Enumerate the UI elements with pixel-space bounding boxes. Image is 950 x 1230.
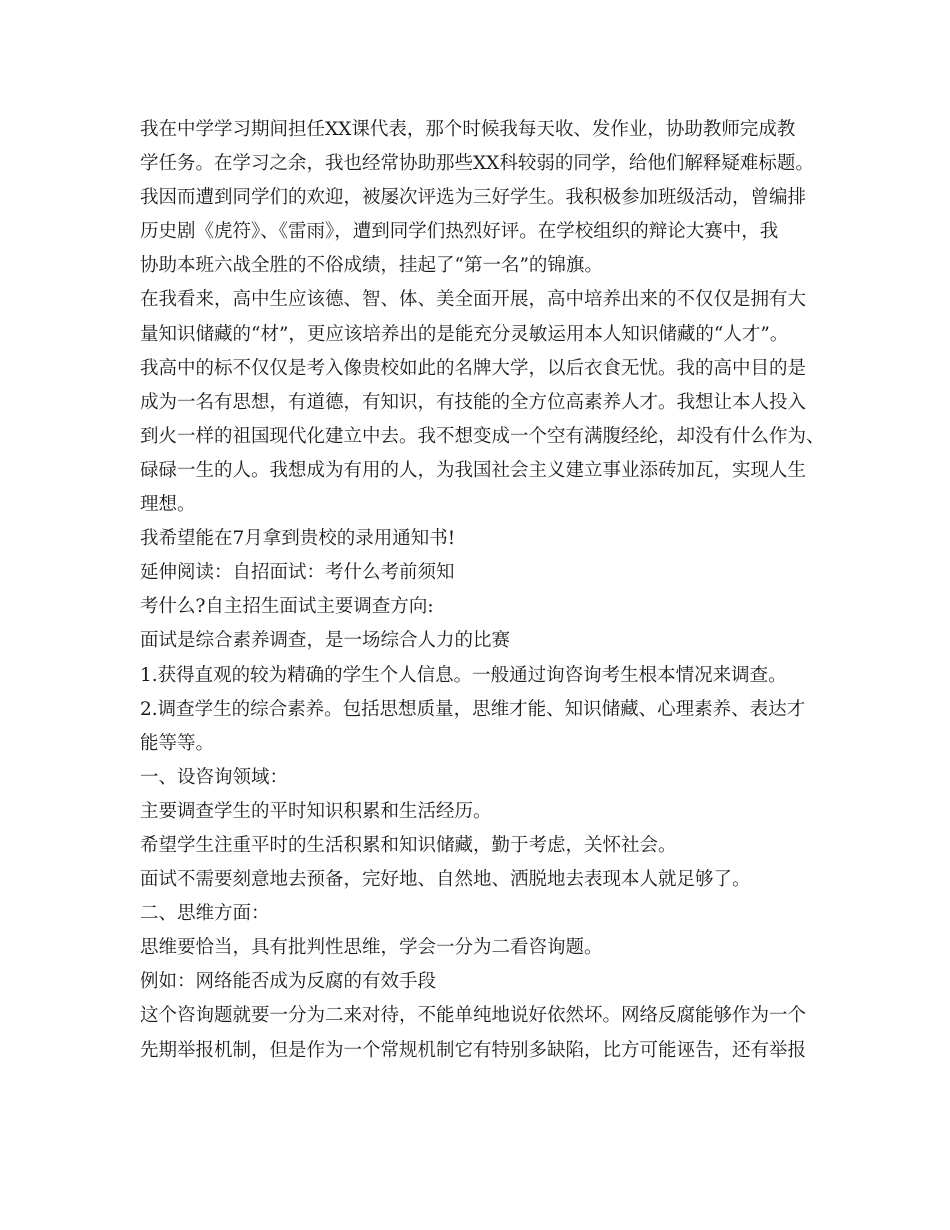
text-line: 先期举报机制，但是作为一个常规机制它有特别多缺陷，比方可能诬告，还有举报: [140, 1039, 807, 1061]
text-line: 1.获得直观的较为精确的学生个人信息。一般通过询咨询考生根本情况来调查。: [140, 664, 787, 686]
text-line: 碌碌一生的人。我想成为有用的人，为我国社会主义建立事业添砖加瓦，实现人生: [140, 459, 807, 481]
text-line: 二、思维方面：: [140, 903, 270, 925]
text-line: 成为一名有思想，有道德，有知识，有技能的全方位高素养人才。我想让本人投入: [140, 391, 807, 413]
text-line: 延伸阅读：自招面试：考什么考前须知: [140, 562, 455, 584]
text-line: 一、设咨询领域：: [140, 766, 289, 788]
text-line: 量知识储藏的“材”，更应该培养出的是能充分灵敏运用本人知识储藏的“人才”。: [140, 323, 789, 345]
text-line: 历史剧《虎符》、《雷雨》，遭到同学们热烈好评。在学校组织的辩论大赛中，我: [140, 221, 779, 243]
text-line: 我因而遭到同学们的欢迎，被屡次评选为三好学生。我积极参加班级活动，曾编排: [140, 187, 807, 209]
document-body: [140, 113, 830, 1068]
text-line: 思维要恰当，具有批判性思维，学会一分为二看咨询题。: [140, 937, 603, 959]
text-line: 协助本班六战全胜的不俗成绩，挂起了“第一名”的锦旗。: [140, 255, 603, 277]
text-line: 面试不需要刻意地去预备，完好地、自然地、洒脱地去表现本人就足够了。: [140, 869, 751, 891]
text-line: 到火一样的祖国现代化建立中去。我不想变成一个空有满腹经纶，却没有什么作为、: [140, 425, 825, 447]
text-line: 学任务。在学习之余，我也经常协助那些XX科较弱的同学，给他们解释疑难标题。: [140, 153, 814, 175]
text-line: 我希望能在7月拿到贵校的录用通知书!: [140, 528, 456, 550]
text-line: 2.调查学生的综合素养。包括思想质量，思维才能、知识储藏、心理素养、表达才: [140, 698, 806, 720]
text-line: 我高中的标不仅仅是考入像贵校如此的名牌大学，以后衣食无忧。我的高中目的是: [140, 357, 807, 379]
text-line: 考什么?自主招生面试主要调查方向:: [140, 596, 434, 618]
text-line: 希望学生注重平时的生活积累和知识储藏，勤于考虑，关怀社会。: [140, 834, 677, 856]
text-line: 这个咨询题就要一分为二来对待，不能单纯地说好依然坏。网络反腐能够作为一个: [140, 1005, 807, 1027]
text-line: 理想。: [140, 494, 196, 516]
text-line: 例如：网络能否成为反腐的有效手段: [140, 971, 437, 993]
text-line: 面试是综合素养调查，是一场综合人力的比赛: [140, 630, 511, 652]
text-line: 能等等。: [140, 732, 215, 754]
text-line: 在我看来，高中生应该德、智、体、美全面开展，高中培养出来的不仅仅是拥有大: [140, 289, 807, 311]
text-line: 我在中学学习期间担任XX课代表，那个时候我每天收、发作业，协助教师完成教: [140, 119, 796, 140]
text-line: 主要调查学生的平时知识积累和生活经历。: [140, 800, 492, 822]
